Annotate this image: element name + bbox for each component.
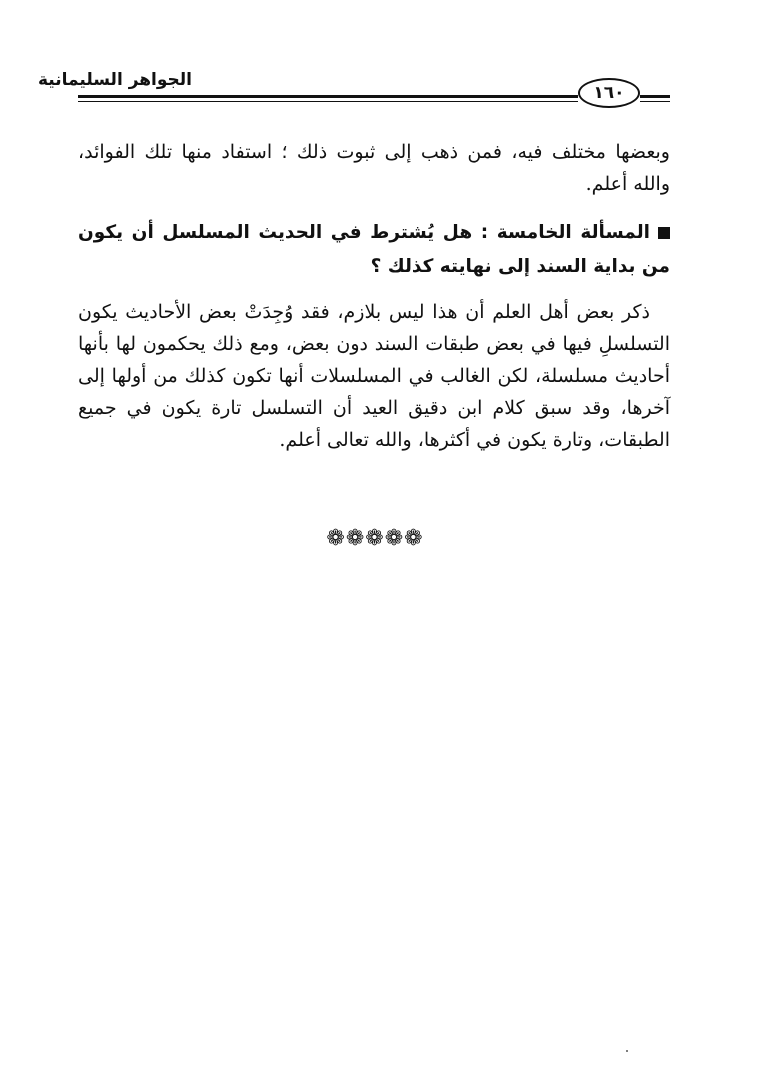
scan-speck xyxy=(626,1050,628,1052)
heading-label: المسألة الخامسة : xyxy=(480,222,650,243)
page-number: ١٦٠ xyxy=(578,78,640,108)
paragraph-2-wrapper xyxy=(78,296,670,456)
page-header xyxy=(37,66,670,110)
paragraph-2: ذكر بعض أهل العلم أن هذا ليس بلازم، فقد وُجِدَتْ بعض الأحاديث يكون التسلسلِ فيها في بعض طبقات السند دون بعض، ومع ذلك يحكمون لها بأنها أحاديث مسلسلة، لكن الغالب في المسلسلات أنها تكون كذلك من أولها إلى آخرها، وقد سبق كلام ابن دقيق العيد أن التسلسل تارة يكون في جميع الطبقات، وتارة يكون في أكثرها، والله تعالى أعلم. xyxy=(78,301,670,451)
header-rule-tail-thin xyxy=(640,101,670,102)
header-rule-thin xyxy=(78,101,578,102)
section-heading xyxy=(78,216,670,284)
running-title: الجواهر السليمانية xyxy=(37,70,192,90)
flower-ornament-icon: ❁❁❁❁❁ xyxy=(326,526,424,551)
header-rule-tail-thick xyxy=(640,95,670,98)
header-rule-thick xyxy=(78,95,578,98)
paragraph-1: وبعضها مختلف فيه، فمن ذهب إلى ثبوت ذلك ؛ استفاد منها تلك الفوائد، والله أعلم. xyxy=(78,141,670,195)
heading-text: هل يُشترط في الحديث المسلسل أن يكون من بداية السند إلى نهايته كذلك ؟ xyxy=(78,222,670,277)
square-bullet-icon xyxy=(658,227,670,239)
